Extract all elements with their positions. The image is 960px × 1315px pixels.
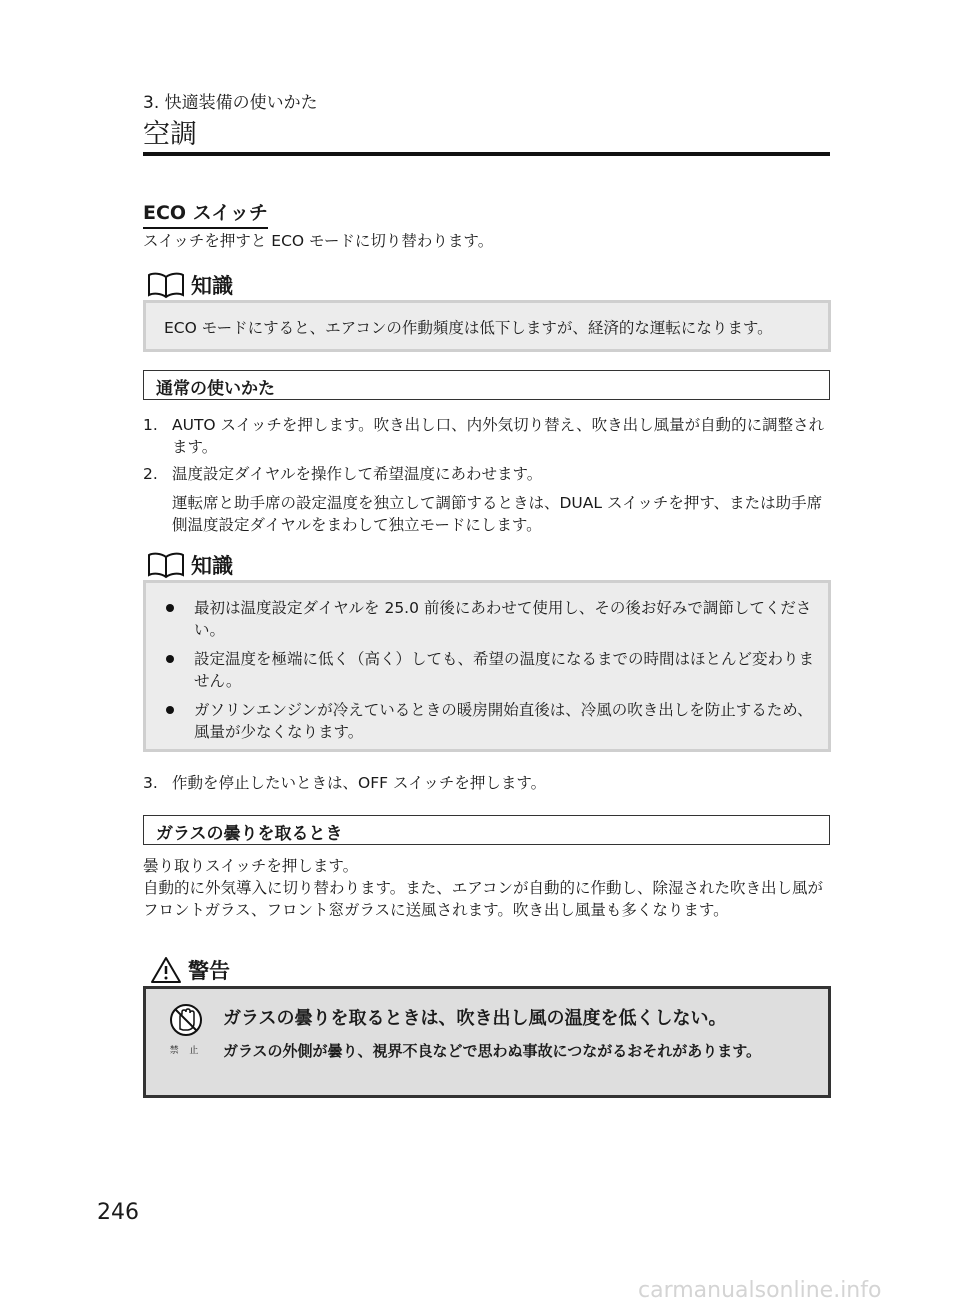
eco-note-box [143, 300, 831, 352]
normal-note-box [143, 580, 831, 752]
prohibition-mark [166, 1003, 206, 1056]
defog-section-header [143, 815, 830, 845]
defog-description: 自動的に外気導入に切り替わります。また、エアコンが自動的に作動し、除湿された吹き出し風がフロントガラス、フロント窓ガラスに送風されます。吹き出し風量も多くなります。 [143, 879, 823, 919]
knowledge-header [147, 270, 233, 300]
defog-instruction: 曇り取りスイッチを押します。 [143, 857, 359, 875]
note-item [166, 699, 814, 743]
normal-heading: 通常の使いかた [156, 379, 275, 399]
knowledge-label: 知識 [191, 274, 233, 298]
step-item [143, 463, 830, 536]
page-number: 246 [97, 1200, 139, 1225]
knowledge-header [147, 550, 233, 580]
warning-body: ガラスの外側が曇り、視界不良などで思わぬ事故につながるおそれがあります。 [223, 1042, 762, 1060]
note-text: 設定温度を極端に低く（高く）しても、希望の温度になるまでの時間はほとんど変わりません。 [194, 650, 815, 690]
steps-list [143, 414, 830, 536]
note-text: 最初は温度設定ダイヤルを 25.0 前後にあわせて使用し、その後お好みで調節してください。 [194, 599, 812, 639]
warning-triangle-icon [150, 956, 182, 984]
step-number: 1. [143, 416, 158, 434]
note-item [166, 597, 814, 641]
step-text: 作動を停止したいときは、OFF スイッチを押します。 [172, 774, 547, 792]
step-subtext: 運転席と助手席の設定温度を独立して調節するときは、DUAL スイッチを押す、または助手席側温度設定ダイヤルをまわして独立モードにします。 [172, 494, 823, 534]
title-rule [143, 152, 830, 156]
eco-note-text: ECO モードにすると、エアコンの作動頻度は低下しますが、経済的な運転になります。 [164, 319, 773, 337]
page-title: 空調 [143, 119, 197, 150]
bullet-icon [166, 604, 174, 612]
chapter-label: 3. 快適装備の使いかた [143, 93, 318, 113]
book-icon [147, 551, 185, 579]
step-number: 2. [143, 465, 158, 483]
bullet-icon [166, 655, 174, 663]
step-item [143, 414, 830, 458]
step-number: 3. [143, 774, 158, 792]
step-text: 温度設定ダイヤルを操作して希望温度にあわせます。 [172, 465, 543, 483]
warning-label: 警告 [188, 959, 230, 983]
prohibit-label: 禁 止 [169, 1046, 203, 1056]
prohibit-hand-icon [169, 1003, 203, 1037]
warning-headline: ガラスの曇りを取るときは、吹き出し風の温度を低くしない。 [223, 1008, 727, 1029]
warning-header [150, 955, 230, 985]
site-watermark: carmanualsonline.info [638, 1278, 882, 1303]
book-icon [147, 271, 185, 299]
step-item [143, 772, 859, 794]
step-text: AUTO スイッチを押します。吹き出し口、内外気切り替え、吹き出し風量が自動的に調整されます。 [172, 416, 825, 456]
note-item [166, 648, 814, 692]
eco-description: スイッチを押すと ECO モードに切り替わります。 [143, 232, 494, 250]
warning-box [143, 986, 831, 1098]
eco-heading: ECO スイッチ [143, 198, 268, 229]
note-list [166, 597, 814, 750]
note-text: ガソリンエンジンが冷えているときの暖房開始直後は、冷風の吹き出しを防止するため、風量が少なくなります。 [194, 701, 813, 741]
defog-heading: ガラスの曇りを取るとき [156, 824, 343, 844]
bullet-icon [166, 706, 174, 714]
normal-section-header [143, 370, 830, 400]
knowledge-label: 知識 [191, 554, 233, 578]
